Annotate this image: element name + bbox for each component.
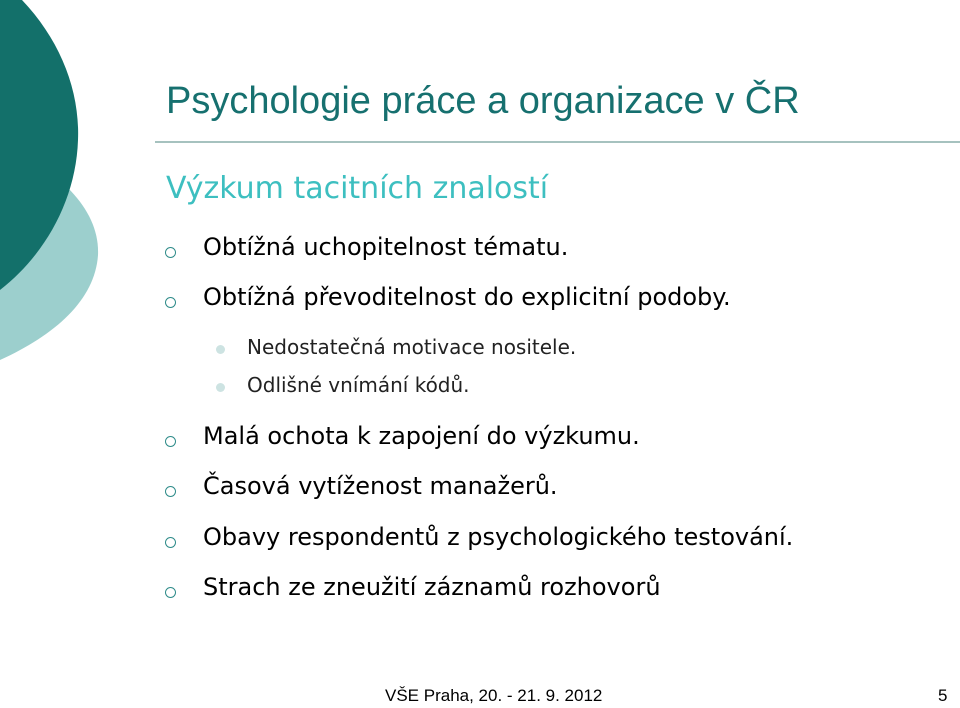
dot-bullet-icon	[216, 345, 225, 354]
footer-text: VŠE Praha, 20. - 21. 9. 2012	[385, 686, 603, 705]
ring-bullet-icon	[165, 537, 176, 548]
sub-bullet-item: Nedostatečná motivace nositele.	[247, 335, 577, 359]
bullet-item: Obtížná uchopitelnost tématu.	[203, 233, 569, 261]
slide-title: Psychologie práce a organizace v ČR	[166, 80, 800, 122]
bullet-item: Strach ze zneužití záznamů rozhovorů	[203, 573, 661, 601]
slide-subtitle: Výzkum tacitních znalostí	[166, 171, 549, 206]
ring-bullet-icon	[165, 297, 176, 308]
ring-bullet-icon	[165, 587, 176, 598]
sub-bullet-item: Odlišné vnímání kódů.	[247, 373, 470, 397]
decorative-corner-shape	[0, 0, 160, 380]
title-divider	[155, 141, 960, 143]
ring-bullet-icon	[165, 486, 176, 497]
bullet-item: Obtížná převoditelnost do explicitní podoby.	[203, 283, 731, 311]
bullet-item: Časová vytíženost manažerů.	[203, 472, 558, 500]
ring-bullet-icon	[165, 436, 176, 447]
page-number: 5	[938, 686, 948, 705]
bullet-item: Malá ochota k zapojení do výzkumu.	[203, 422, 640, 450]
bullet-item: Obavy respondentů z psychologického testování.	[203, 523, 794, 551]
dot-bullet-icon	[216, 383, 225, 392]
ring-bullet-icon	[165, 247, 176, 258]
